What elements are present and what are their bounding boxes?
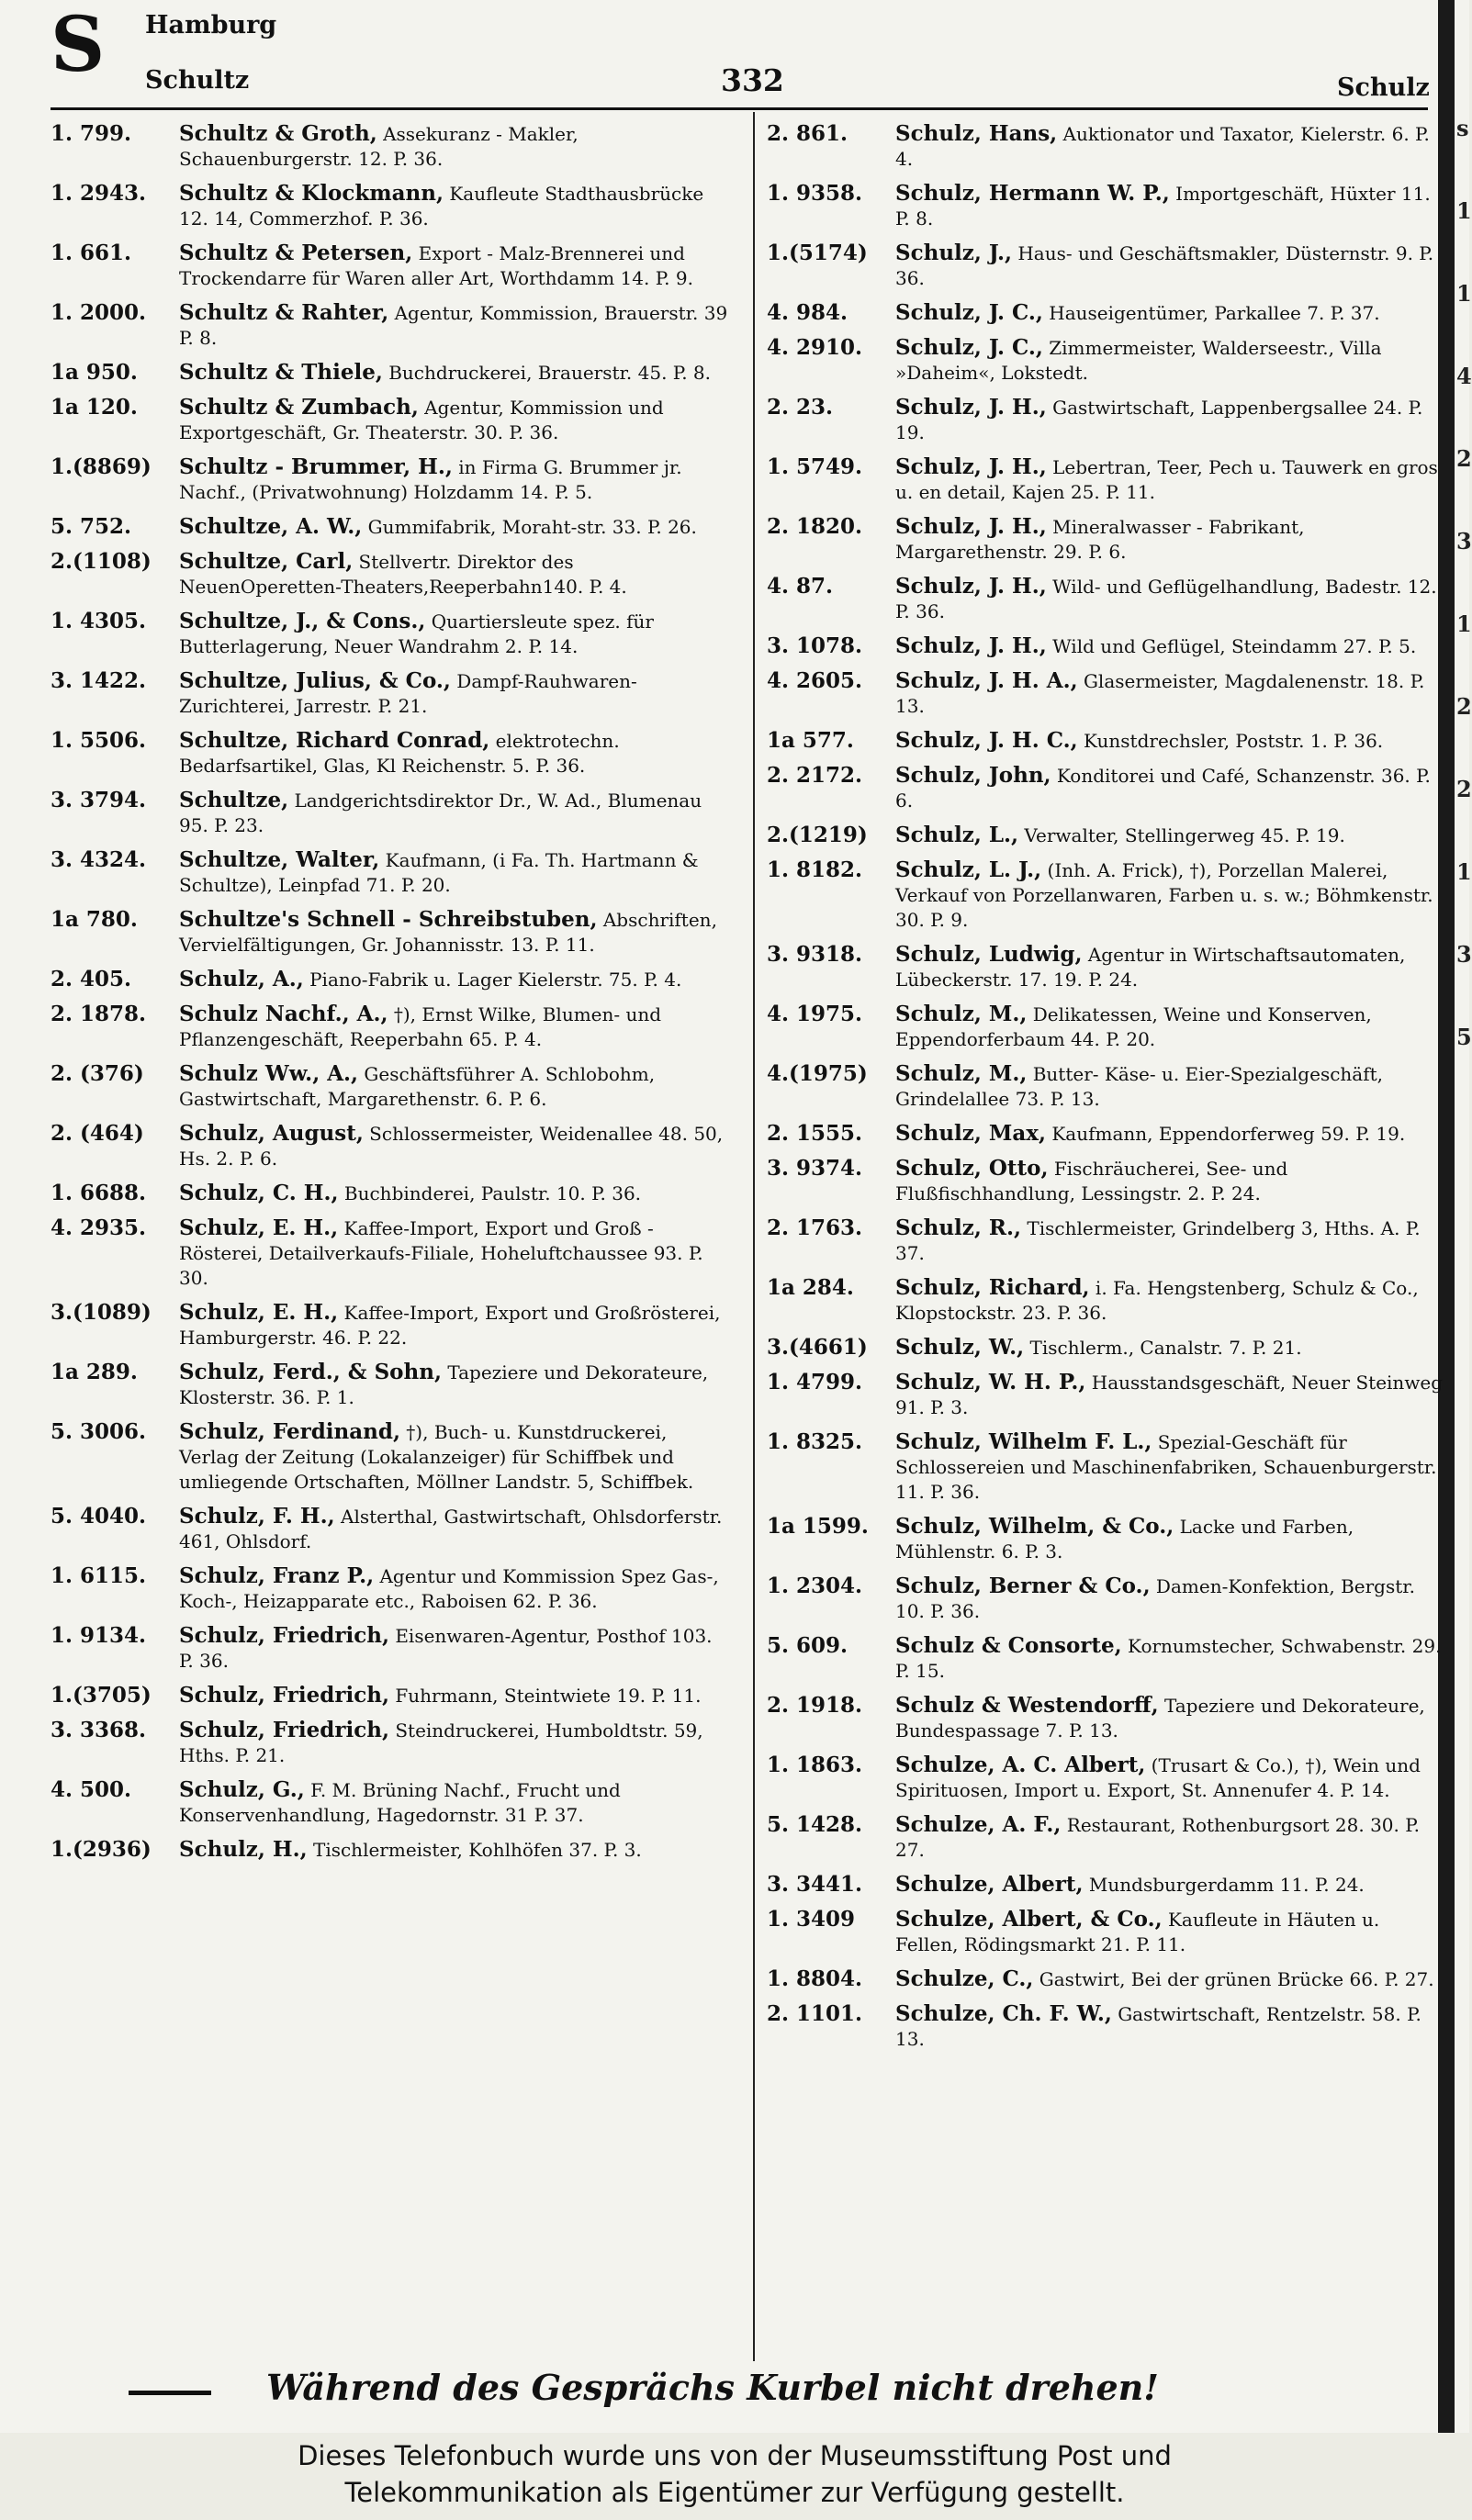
entry-details: Fuhrmann, Steintwiete 19. P. 11. (388, 1685, 702, 1707)
directory-entry (51, 1504, 730, 1554)
entry-details: Tapeziere und Dekorateure, Bundespassage 7. P. 13. (895, 1695, 1425, 1742)
entry-name: Schulz, Friedrich, (179, 1683, 389, 1708)
entry-number: 2. 1101. (767, 2001, 863, 2026)
entry-name: Schulz, J. H., (895, 514, 1047, 539)
entry-details: Export - Malz-Brennerei und Trockendarre für Waren aller Art, Worthdamm 14. P. 9. (179, 242, 693, 289)
entry-name: Schulz, J. H., (895, 395, 1047, 420)
entry-number: 3. 4324. (51, 847, 147, 872)
entry-details: in Firma G. Brummer jr. Nachf., (Privatwohnung) Holzdamm 14. P. 5. (179, 456, 682, 503)
directory-entry (767, 454, 1446, 505)
entry-number: 1. 8804. (767, 1966, 863, 1991)
entry-name: Schulz, Franz P., (179, 1563, 375, 1588)
entry-name: Schulz, R., (895, 1215, 1022, 1240)
entry-number: 1. 4305. (51, 609, 147, 633)
directory-entry (767, 574, 1446, 624)
entry-details: Tischlermeister, Grindelberg 3, Hths. A. P. 37. (895, 1217, 1421, 1264)
entry-details: Kaufleute in Häuten u. Fellen, Rödingsmarkt 21. P. 11. (895, 1909, 1380, 1955)
directory-entry (767, 1574, 1446, 1624)
directory-entry (767, 942, 1446, 992)
entry-name: Schulz, J. C., (895, 300, 1043, 325)
entry-number: 1. 9358. (767, 181, 863, 206)
entry-number: 1. 5749. (767, 454, 863, 479)
entry-number: 1. 9134. (51, 1623, 147, 1648)
entry-details: Kaffee-Import, Export und Groß - Rösterei, Detailverkaufs-Filiale, Hoheluftchaussee 93. P. 30. (179, 1217, 703, 1289)
entry-details: Abschriften, Vervielfältigungen, Gr. Johannisstr. 13. P. 11. (179, 909, 717, 956)
entry-number: 1. 2000. (51, 300, 147, 325)
directory-entry (51, 1777, 730, 1828)
entry-number: 1.(2936) (51, 1837, 152, 1862)
entry-details: Hauseigentümer, Parkallee 7. P. 37. (1042, 302, 1380, 324)
entry-name: Schultz & Groth, (179, 121, 377, 146)
entry-number: 1. 661. (51, 241, 132, 265)
directory-entry (767, 728, 1446, 754)
entry-details: Konditorei und Café, Schanzenstr. 36. P. 6. (895, 765, 1431, 812)
entry-number: 5. 1428. (767, 1812, 863, 1837)
entry-name: Schulz, J. C., (895, 335, 1043, 360)
directory-entry (767, 1429, 1446, 1505)
entry-details: Steindruckerei, Humboldtstr. 59, Hths. P. 21. (179, 1719, 703, 1766)
entry-name: Schulz, Friedrich, (179, 1623, 389, 1648)
directory-entry (51, 300, 730, 351)
directory-entry (51, 395, 730, 445)
directory-entry (767, 823, 1446, 848)
directory-entry (51, 1181, 730, 1206)
entry-number: 4. 2605. (767, 668, 863, 693)
entry-details: Haus- und Geschäftsmakler, Düsternstr. 9. P. 36. (895, 242, 1434, 289)
entry-details: Glasermeister, Magdalenenstr. 18. P. 13. (895, 670, 1425, 717)
entry-name: Schulz, Otto, (895, 1156, 1049, 1181)
entry-number: 1. 799. (51, 121, 132, 146)
entry-details: Kaufleute Stadthausbrücke 12. 14, Commerzhof. P. 36. (179, 183, 704, 230)
entry-name: Schulz, C. H., (179, 1181, 339, 1205)
entry-number: 2. 1555. (767, 1121, 863, 1146)
entry-name: Schulz, J. H., (895, 574, 1047, 599)
entry-name: Schultze's Schnell - Schreibstuben, (179, 907, 598, 932)
entry-name: Schulz, Hans, (895, 121, 1058, 146)
entry-name: Schulz, Ludwig, (895, 942, 1083, 967)
directory-entry (51, 1623, 730, 1674)
entry-number: 4. 500. (51, 1777, 132, 1802)
entry-number: 1. 3409 (767, 1907, 856, 1932)
entry-number: 4. 1975. (767, 1002, 863, 1026)
directory-entry (51, 1360, 730, 1410)
entry-number: 4. 87. (767, 574, 834, 599)
directory-entry (767, 335, 1446, 386)
entry-name: Schultze, Carl, (179, 549, 354, 574)
entry-number: 5. 3006. (51, 1419, 147, 1444)
entry-name: Schulz, J. H., (895, 633, 1047, 658)
entry-details: Delikatessen, Weine und Konserven, Eppendorferbaum 44. P. 20. (895, 1003, 1372, 1050)
entry-number: 4. 2935. (51, 1215, 147, 1240)
entry-name: Schulz, Hermann W. P., (895, 181, 1170, 206)
entry-details: (Inh. A. Frick), †), Porzellan Malerei, Verkauf von Porzellanwaren, Farben u. s. w.; Böhmkenstr. 30. P. 9. (895, 859, 1433, 931)
entry-name: Schulz, E. H., (179, 1300, 339, 1325)
entry-details: Quartiersleute spez. für Butterlagerung, Neuer Wandrahm 2. P. 14. (179, 610, 654, 657)
directory-entry (767, 241, 1446, 291)
page-header (0, 0, 1469, 115)
directory-entry (767, 121, 1446, 172)
entry-number: 1a 780. (51, 907, 138, 932)
directory-entry (51, 1563, 730, 1614)
entry-number: 2. 1878. (51, 1002, 147, 1026)
entry-number: 1.(8869) (51, 454, 152, 479)
entry-name: Schultze, A. W., (179, 514, 363, 539)
entry-details: Lebertran, Teer, Pech u. Tauwerk en gros u. en detail, Kajen 25. P. 11. (895, 456, 1438, 503)
entry-number: 4. 984. (767, 300, 848, 325)
entry-name: Schulz, W. H. P., (895, 1370, 1086, 1394)
entry-details: Kaufmann, (i Fa. Th. Hartmann & Schultze), Leinpfad 71. P. 20. (179, 849, 699, 896)
directory-entry (51, 1718, 730, 1768)
entry-details: †), Buch- u. Kunstdruckerei, Verlag der Zeitung (Lokalanzeiger) für Schiffbek und umliegende Ortschaften, Möllner Landstr. 5, Schiffbek. (179, 1421, 694, 1493)
directory-entry (767, 668, 1446, 719)
entry-name: Schulze, Albert, & Co., (895, 1907, 1163, 1932)
section-letter: S (51, 1, 106, 89)
entry-details: Importgeschäft, Hüxter 11. P. 8. (895, 183, 1431, 230)
entry-name: Schulz & Consorte, (895, 1633, 1122, 1658)
directory-entry (767, 1966, 1446, 1992)
directory-entry (767, 1370, 1446, 1420)
directory-entry (767, 1693, 1446, 1743)
entry-details: Gastwirtschaft, Rentzelstr. 58. P. 13. (895, 2003, 1421, 2050)
entry-number: 1. 6115. (51, 1563, 147, 1588)
entry-name: Schulz, Ferdinand, (179, 1419, 400, 1444)
entry-number: 3. 9318. (767, 942, 863, 967)
directory-entry (767, 1156, 1446, 1206)
entry-details: Zimmermeister, Walderseestr., Villa »Daheim«, Lokstedt. (895, 337, 1382, 384)
entry-name: Schulze, Albert, (895, 1872, 1084, 1897)
directory-entry (767, 1633, 1446, 1684)
directory-entry (51, 360, 730, 386)
entry-details: Buchdruckerei, Brauerstr. 45. P. 8. (382, 362, 711, 384)
entry-number: 2. (376) (51, 1061, 144, 1086)
header-first-name: Schultz (145, 66, 250, 95)
entry-number: 1. 2943. (51, 181, 147, 206)
entry-details: Spezial-Geschäft für Schlossereien und Maschinenfabriken, Schauenburgerstr. 11. P. 36. (895, 1431, 1437, 1503)
entry-details: Restaurant, Rothenburgsort 28. 30. P. 27. (895, 1814, 1421, 1861)
entry-details: Tapeziere und Dekorateure, Klosterstr. 36. P. 1. (179, 1361, 709, 1408)
entry-name: Schulz, John, (895, 763, 1051, 788)
entry-name: Schulz, G., (179, 1777, 305, 1802)
directory-entry (51, 609, 730, 659)
entry-details: Wild und Geflügel, Steindamm 27. P. 5. (1046, 635, 1417, 657)
entry-name: Schulze, Ch. F. W., (895, 2001, 1112, 2026)
entry-details: Kunstdrechsler, Poststr. 1. P. 36. (1077, 730, 1384, 752)
entry-name: Schulze, C., (895, 1966, 1034, 1991)
entry-details: Gastwirtschaft, Lappenbergsallee 24. P. 19. (895, 397, 1423, 443)
directory-entry (51, 1300, 730, 1350)
header-rule (51, 107, 1428, 110)
entry-name: Schultze, Walter, (179, 847, 380, 872)
entry-number: 1a 289. (51, 1360, 138, 1384)
directory-entry (51, 1002, 730, 1052)
directory-entry (51, 668, 730, 719)
entry-number: 1. 8325. (767, 1429, 863, 1454)
entry-number: 1. 6688. (51, 1181, 147, 1205)
entry-name: Schultze, Julius, & Co., (179, 668, 451, 693)
column-divider (753, 112, 755, 2361)
entry-number: 2. 405. (51, 967, 132, 991)
entry-details: Agentur und Kommission Spez Gas-, Koch-, Heizapparate etc., Raboisen 62. P. 36. (179, 1565, 719, 1612)
entry-number: 2. 23. (767, 395, 834, 420)
entry-details: Piano-Fabrik u. Lager Kielerstr. 75. P. 4. (303, 969, 682, 991)
directory-entry (767, 1872, 1446, 1898)
footer-slogan: Während des Gesprächs Kurbel nicht drehen! (266, 2367, 1159, 2408)
directory-entry (51, 967, 730, 992)
entry-details: Fischräucherei, See- und Flußfischhandlung, Lessingstr. 2. P. 24. (895, 1158, 1288, 1204)
entry-name: Schulz, M., (895, 1061, 1028, 1086)
entry-number: 1a 120. (51, 395, 138, 420)
directory-entry (767, 857, 1446, 933)
directory-entry (51, 241, 730, 291)
entry-number: 5. 4040. (51, 1504, 147, 1529)
entry-name: Schulz, Ferd., & Sohn, (179, 1360, 442, 1384)
entry-number: 3. 3441. (767, 1872, 863, 1897)
entry-name: Schulz Ww., A., (179, 1061, 359, 1086)
directory-entry (51, 514, 730, 540)
entry-details: Agentur in Wirtschaftsautomaten, Lübeckerstr. 17. 19. P. 24. (895, 944, 1406, 991)
entry-details: Damen-Konfektion, Bergstr. 10. P. 36. (895, 1575, 1416, 1622)
directory-entry (767, 1275, 1446, 1326)
entry-name: Schultze, (179, 788, 289, 812)
right-column (767, 121, 1446, 2061)
entry-details: Stellvertr. Direktor des NeuenOperetten-Theaters,Reeperbahn140. P. 4. (179, 551, 627, 598)
entry-number: 1a 577. (767, 728, 854, 753)
entry-name: Schulz, J. H. A., (895, 668, 1078, 693)
directory-entry (51, 907, 730, 958)
entry-number: 3.(4661) (767, 1335, 868, 1360)
header-city: Hamburg (145, 11, 277, 39)
entry-number: 2. 2172. (767, 763, 863, 788)
entry-details: Agentur, Kommission, Brauerstr. 39 P. 8. (179, 302, 728, 349)
directory-entry (767, 395, 1446, 445)
entry-name: Schulz, J. H. C., (895, 728, 1078, 753)
entry-number: 1.(3705) (51, 1683, 152, 1708)
directory-entry (51, 788, 730, 838)
entry-name: Schultze, J., & Cons., (179, 609, 426, 633)
entry-name: Schulz, L., (895, 823, 1019, 847)
next-page-bleed: s 1 1 4 2 3 1 2 2 1 3 5 (1456, 115, 1472, 1050)
entry-number: 1. 4799. (767, 1370, 863, 1394)
entry-number: 1. 1863. (767, 1753, 863, 1777)
entry-details: Gastwirt, Bei der grünen Brücke 66. P. 27. (1033, 1968, 1434, 1990)
entry-name: Schulz, Richard, (895, 1275, 1090, 1300)
directory-entry (51, 1683, 730, 1708)
entry-number: 4.(1975) (767, 1061, 868, 1086)
page-number: 332 (721, 62, 784, 98)
directory-entry (767, 1812, 1446, 1863)
entry-number: 2.(1219) (767, 823, 868, 847)
directory-entry (51, 121, 730, 172)
entry-name: Schulz, E. H., (179, 1215, 339, 1240)
directory-entry (767, 763, 1446, 813)
entry-details: i. Fa. Hengstenberg, Schulz & Co., Klopstockstr. 23. P. 36. (895, 1277, 1419, 1324)
entry-number: 2. 1763. (767, 1215, 863, 1240)
directory-entry (767, 514, 1446, 565)
directory-entry (767, 181, 1446, 231)
directory-entry (767, 1514, 1446, 1564)
directory-entry (767, 2001, 1446, 2052)
entry-details: Alsterthal, Gastwirtschaft, Ohlsdorferstr. 461, Ohlsdorf. (179, 1506, 723, 1552)
entry-details: Dampf-Rauhwaren-Zurichterei, Jarrestr. P. 21. (179, 670, 637, 717)
entry-name: Schulz, Wilhelm F. L., (895, 1429, 1152, 1454)
entry-details: Kornumstecher, Schwabenstr. 29. P. 15. (895, 1635, 1442, 1682)
entry-number: 2.(1108) (51, 549, 152, 574)
entry-details: Assekuranz - Makler, Schauenburgerstr. 12. P. 36. (179, 123, 579, 170)
entry-number: 1. 5506. (51, 728, 147, 753)
entry-name: Schultz & Rahter, (179, 300, 389, 325)
entry-number: 5. 752. (51, 514, 132, 539)
directory-entry (51, 1061, 730, 1112)
entry-details: Tischlerm., Canalstr. 7. P. 21. (1024, 1337, 1302, 1359)
entry-name: Schultz & Zumbach, (179, 395, 419, 420)
entry-details: Eisenwaren-Agentur, Posthof 103. P. 36. (179, 1625, 713, 1672)
directory-entry (767, 300, 1446, 326)
entry-number: 2. 861. (767, 121, 848, 146)
directory-entry (767, 1002, 1446, 1052)
entry-details: Gummifabrik, Moraht-str. 33. P. 26. (362, 516, 697, 538)
notice-line-1: Dieses Telefonbuch wurde uns von der Museumsstiftung Post und (298, 2440, 1172, 2471)
entry-details: Geschäftsführer A. Schlobohm, Gastwirtschaft, Margarethenstr. 6. P. 6. (179, 1063, 656, 1110)
entry-name: Schulz, J., (895, 241, 1012, 265)
directory-entry (767, 1907, 1446, 1957)
entry-details: †), Ernst Wilke, Blumen- und Pflanzengeschäft, Reeperbahn 65. P. 4. (179, 1003, 662, 1050)
entry-name: Schulz, M., (895, 1002, 1028, 1026)
entry-details: Buchbinderei, Paulstr. 10. P. 36. (338, 1182, 642, 1204)
entry-name: Schulz, F. H., (179, 1504, 335, 1529)
entry-number: 1a 950. (51, 360, 138, 385)
entry-details: Tischlermeister, Kohlhöfen 37. P. 3. (307, 1839, 642, 1861)
entry-details: Agentur, Kommission und Exportgeschäft, Gr. Theaterstr. 30. P. 36. (179, 397, 664, 443)
header-last-name: Schulz (1337, 73, 1430, 102)
entry-name: Schulz Nachf., A., (179, 1002, 388, 1026)
entry-name: Schulz, A., (179, 967, 304, 991)
entry-details: (Trusart & Co.), †), Wein und Spirituosen, Import u. Export, St. Annenufer 4. P. 14. (895, 1754, 1421, 1801)
entry-name: Schulz, H., (179, 1837, 308, 1862)
notice-line-2: Telekommunikation als Eigentümer zur Verfügung gestellt. (344, 2477, 1125, 2508)
directory-entry (767, 1753, 1446, 1803)
directory-entry (51, 1419, 730, 1495)
entry-details: Wild- und Geflügelhandlung, Badestr. 12. P. 36. (895, 576, 1437, 622)
entry-name: Schulz, W., (895, 1335, 1025, 1360)
entry-name: Schulz, Berner & Co., (895, 1574, 1151, 1598)
entry-number: 1a 284. (767, 1275, 854, 1300)
entry-name: Schulz & Westendorff, (895, 1693, 1159, 1718)
entry-name: Schultze, Richard Conrad, (179, 728, 490, 753)
entry-details: Landgerichtsdirektor Dr., W. Ad., Blumenau 95. P. 23. (179, 790, 702, 836)
entry-name: Schulze, A. F., (895, 1812, 1062, 1837)
left-column (51, 121, 730, 1872)
entry-number: 2. 1918. (767, 1693, 863, 1718)
entry-number: 5. 609. (767, 1633, 848, 1658)
ownership-notice (0, 2433, 1469, 2520)
directory-entry (51, 1121, 730, 1171)
entry-number: 3. 1078. (767, 633, 863, 658)
directory-entry (767, 1061, 1446, 1112)
entry-number: 3. 3368. (51, 1718, 147, 1742)
directory-entry (51, 1837, 730, 1863)
entry-name: Schulz, Max, (895, 1121, 1046, 1146)
entry-number: 4. 2910. (767, 335, 863, 360)
directory-entry (767, 1215, 1446, 1266)
entry-number: 3. 1422. (51, 668, 147, 693)
entry-details: Mundsburgerdamm 11. P. 24. (1083, 1874, 1365, 1896)
entry-number: 3.(1089) (51, 1300, 152, 1325)
directory-entry (51, 549, 730, 599)
entry-details: elektrotechn. Bedarfsartikel, Glas, Kl Reichenstr. 5. P. 36. (179, 730, 620, 777)
entry-details: Auktionator und Taxator, Kielerstr. 6. P. 4. (895, 123, 1430, 170)
directory-entry (51, 181, 730, 231)
directory-entry (51, 1215, 730, 1291)
entry-details: Kaffee-Import, Export und Großrösterei, Hamburgerstr. 46. P. 22. (179, 1302, 721, 1349)
entry-details: Butter- Käse- u. Eier-Spezialgeschäft, Grindelallee 73. P. 13. (895, 1063, 1384, 1110)
entry-number: 1. 2304. (767, 1574, 863, 1598)
entry-name: Schultz - Brummer, H., (179, 454, 453, 479)
entry-details: Verwalter, Stellingerweg 45. P. 19. (1018, 824, 1345, 846)
entry-number: 2. (464) (51, 1121, 144, 1146)
entry-details: Lacke und Farben, Mühlenstr. 6. P. 3. (895, 1516, 1354, 1562)
entry-details: Schlossermeister, Weidenallee 48. 50, Hs. 2. P. 6. (179, 1123, 724, 1170)
entry-name: Schultz & Petersen, (179, 241, 413, 265)
entry-number: 1.(5174) (767, 241, 868, 265)
entry-name: Schulz, Wilhelm, & Co., (895, 1514, 1174, 1539)
directory-entry (51, 454, 730, 505)
entry-number: 3. 3794. (51, 788, 147, 812)
entry-name: Schulz, Friedrich, (179, 1718, 389, 1742)
footer-dash (129, 2391, 211, 2395)
entry-details: F. M. Brüning Nachf., Frucht und Konservenhandlung, Hagedornstr. 31 P. 37. (179, 1779, 621, 1826)
entry-name: Schulz, L. J., (895, 857, 1042, 882)
entry-details: Kaufmann, Eppendorferweg 59. P. 19. (1045, 1123, 1406, 1145)
entry-number: 3. 9374. (767, 1156, 863, 1181)
entry-name: Schulz, J. H., (895, 454, 1047, 479)
entry-name: Schultz & Thiele, (179, 360, 383, 385)
directory-entry (767, 633, 1446, 659)
entry-number: 2. 1820. (767, 514, 863, 539)
entry-name: Schulz, August, (179, 1121, 364, 1146)
directory-entry (767, 1335, 1446, 1361)
entry-number: 1. 8182. (767, 857, 863, 882)
entry-name: Schultz & Klockmann, (179, 181, 444, 206)
directory-entry (51, 728, 730, 778)
entry-details: Mineralwasser - Fabrikant, Margarethenstr. 29. P. 6. (895, 516, 1305, 563)
entry-details: Hausstandsgeschäft, Neuer Steinweg 91. P. 3. (895, 1372, 1444, 1418)
entry-number: 1a 1599. (767, 1514, 869, 1539)
entry-name: Schulze, A. C. Albert, (895, 1753, 1146, 1777)
directory-entry (51, 847, 730, 898)
directory-entry (767, 1121, 1446, 1147)
